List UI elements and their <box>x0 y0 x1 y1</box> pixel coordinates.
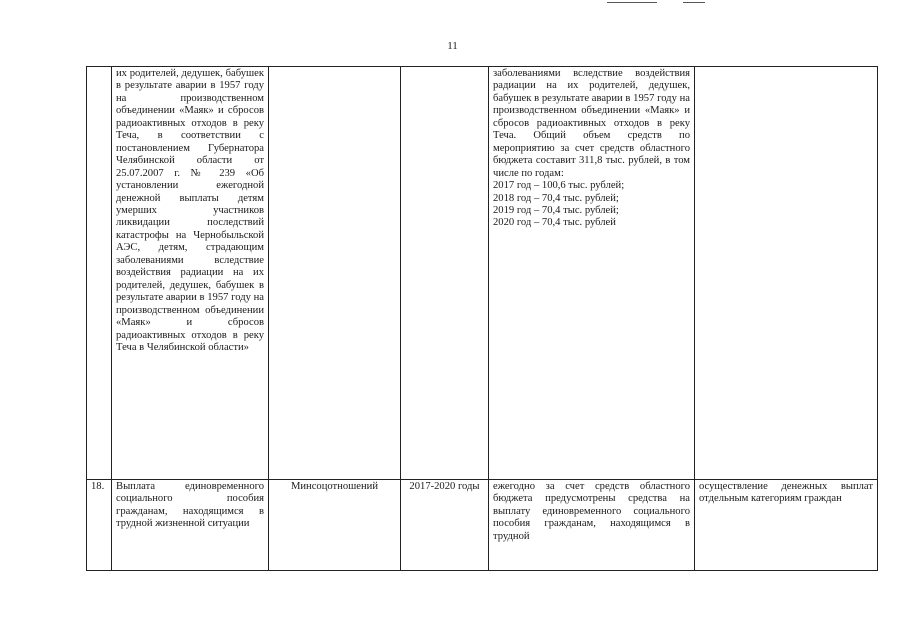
cell-description <box>489 67 695 480</box>
cell-measure-name: их родителей, дедушек, бабушек в результате аварии в 1957 году на производственном объединении «Маяк» и сбросов радиоактивных отходов в реку Теча, в соответствии с постановлением Губернатора Челябинской области от 25.07.2007 г. № 239 «Об установлении ежегодной денежной выплаты детям умерших участников ликвидации последствий катастрофы на Чернобыльской АЭС, детям, страдающим заболеваниями вследствие воздействия радиации на их родителей, дедушек, бабушек в результате аварии в 1957 году на производственном объединении «Маяк» и сбросов радиоактивных отходов в реку Теча в Челябинской области» <box>112 67 269 480</box>
funding-year-line: 2017 год – 100,6 тыс. рублей; <box>493 180 625 192</box>
funding-year-line: 2019 год – 70,4 тыс. рублей; <box>493 204 619 216</box>
cell-description: ежегодно за счет средств областного бюджета предусмотрены средства на выплату единовременного социального пособия гражданам, находящимся в трудной <box>489 480 695 571</box>
description-text: заболеваниями вследствие воздействия радиации на их родителей, дедушек, бабушек в результате аварии в 1957 году на производственном объединении «Маяк» и сбросов радиоактивных отходов в реку Теча. Общий объем средств по мероприятию за счет средств областного бюджета составит 311,8 тыс. рублей, в том числе по годам: <box>493 68 690 179</box>
cell-number: 18. <box>87 480 112 571</box>
cell-measure-name: Выплата единовременного социального пособия гражданам, находящимся в трудной жизненной ситуации <box>112 480 269 571</box>
table-row <box>87 480 878 571</box>
cell-number <box>87 67 112 480</box>
scan-artifact <box>607 2 657 3</box>
cell-period <box>401 67 489 480</box>
cell-result: осуществление денежных выплат отдельным категориям граждан <box>695 480 878 571</box>
program-table <box>86 66 878 571</box>
page-number: 11 <box>447 40 458 52</box>
table-row <box>87 67 878 480</box>
cell-period: 2017-2020 годы <box>401 480 489 571</box>
funding-year-line: 2018 год – 70,4 тыс. рублей; <box>493 192 619 204</box>
funding-year-line: 2020 год – 70,4 тыс. рублей <box>493 217 616 229</box>
cell-result <box>695 67 878 480</box>
scan-artifact <box>683 2 705 3</box>
cell-executor: Минсоцотношений <box>269 480 401 571</box>
cell-executor <box>269 67 401 480</box>
